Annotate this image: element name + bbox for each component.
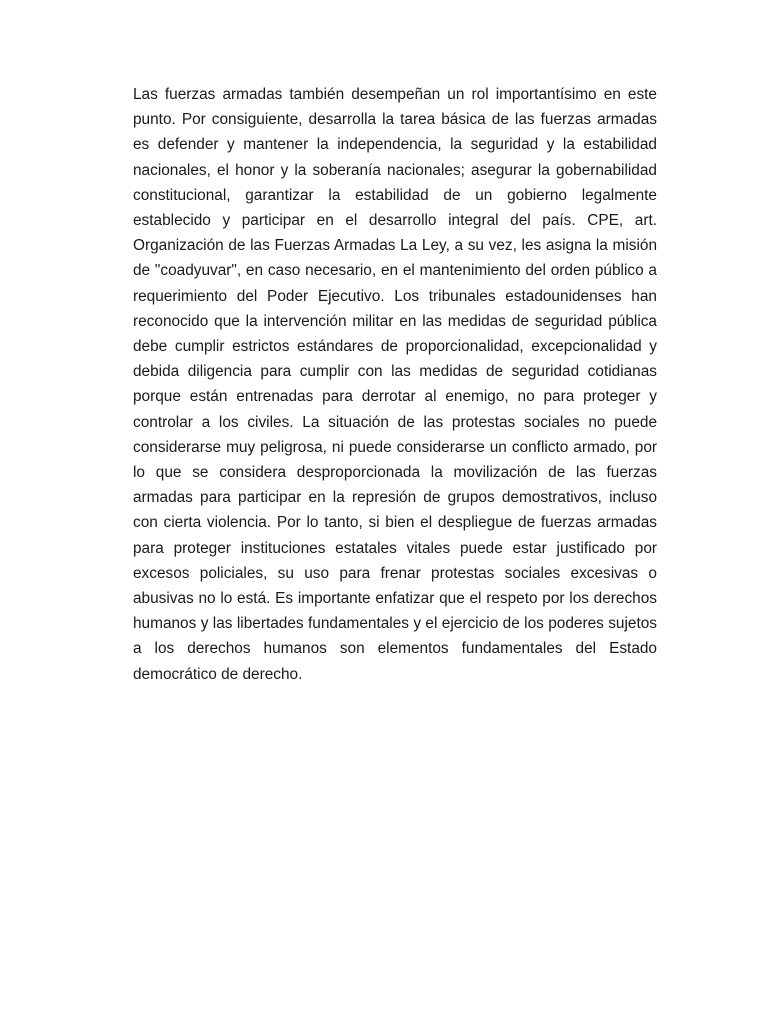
body-paragraph: Las fuerzas armadas también desempeñan un rol importantísimo en este punto. Por consiguiente, desarrolla la tarea básica de las fuerzas armadas es defender y mantener la independencia, la seguridad y la estabilidad nacionales, el honor y la soberanía nacionales; asegurar la gobernabilidad constitucional, garantizar la estabilidad de un gobierno legalmente establecido y participar en el desarrollo integral del país. CPE, art. Organización de las Fuerzas Armadas La Ley, a su vez, les asigna la misión de "coadyuvar", en caso necesario, en el mantenimiento del orden público a requerimiento del Poder Ejecutivo. Los tribunales estadounidenses han reconocido que la intervención militar en las medidas de seguridad pública debe cumplir estrictos estándares de proporcionalidad, excepcionalidad y debida diligencia para cumplir con las medidas de seguridad cotidianas porque están entrenadas para derrotar al enemigo, no para proteger y controlar a los civiles. La situación de las protestas sociales no puede considerarse muy peligrosa, ni puede considerarse un conflicto armado, por lo que se considera desproporcionada la movilización de las fuerzas armadas para participar en la represión de grupos demostrativos, incluso con cierta violencia. Por lo tanto, si bien el despliegue de fuerzas armadas para proteger instituciones estatales vitales puede estar justificado por excesos policiales, su uso para frenar protestas sociales excesivas o abusivas no lo está. Es importante enfatizar que el respeto por los derechos humanos y las libertades fundamentales y el ejercicio de los poderes sujetos a los derechos humanos son elementos fundamentales del Estado democrático de derecho.: [133, 86, 657, 683]
